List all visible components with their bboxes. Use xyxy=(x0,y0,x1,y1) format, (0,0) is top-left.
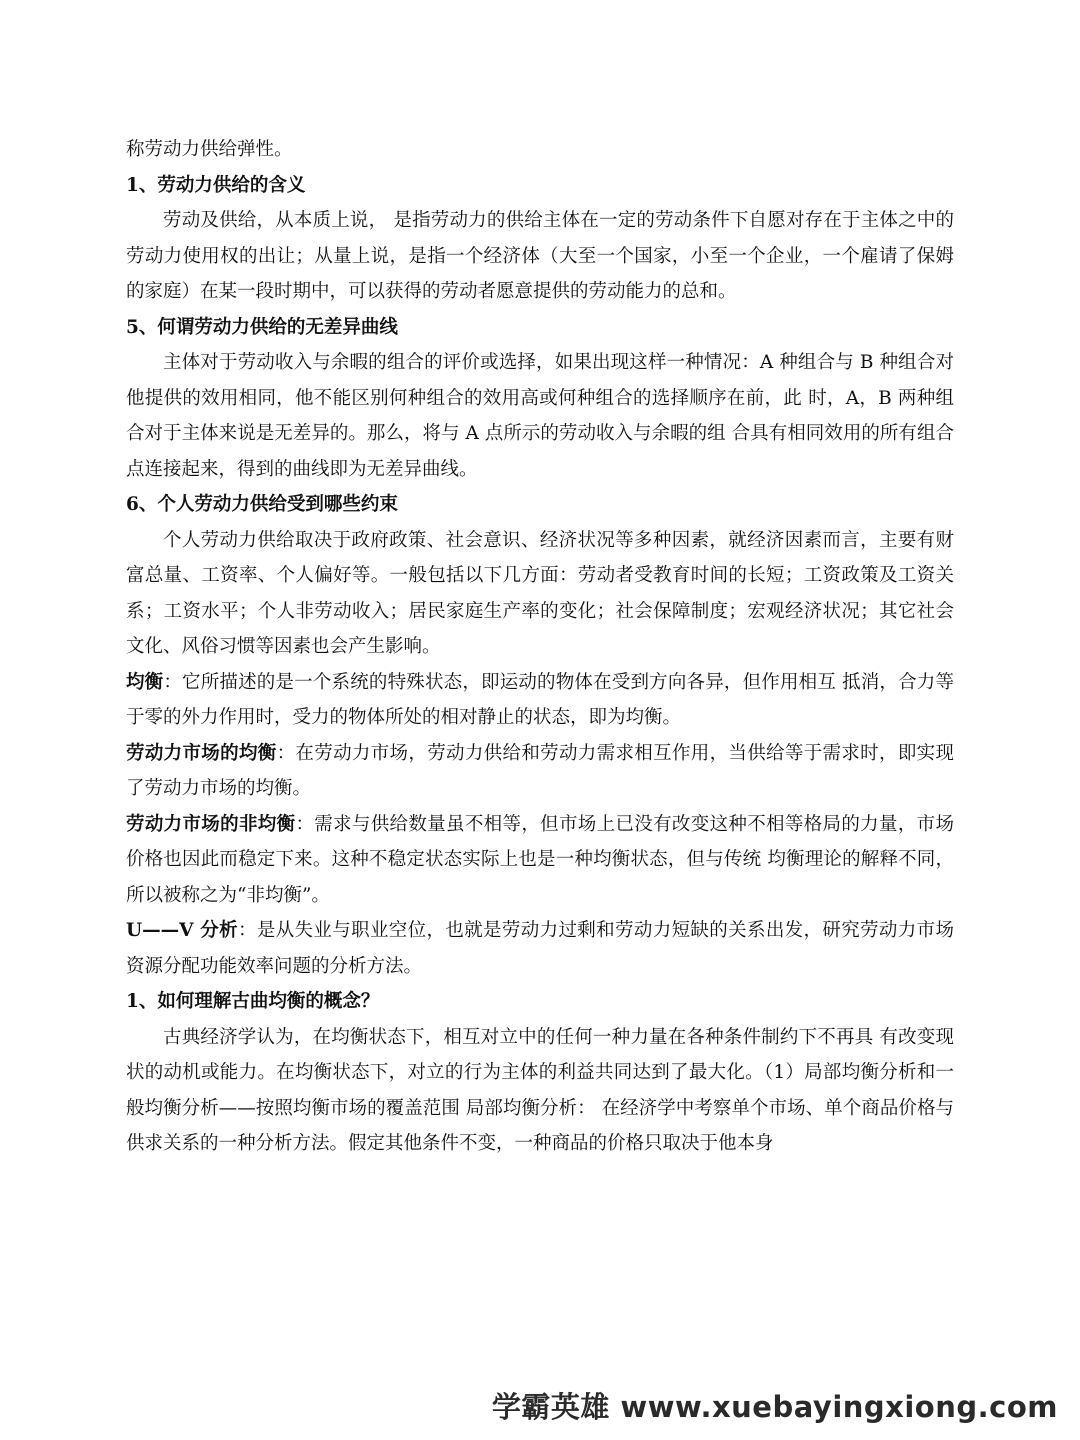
definition-text: ：在劳动力市场，劳动力供给和劳动力需求相互作用，当供给等于需求时，即实现了劳动力市场的均衡。 xyxy=(126,742,954,799)
paragraph-labor-supply-meaning: 劳动及供给，从本质上说， 是指劳动力的供给主体在一定的劳动条件下自愿对存在于主体之中的劳动力使用权的出让；从量上说，是指一个经济体（大至一个国家，小至一个企业，一个雇请了保姆的家庭）在某一段时期中，可以获得的劳动者愿意提供的劳动能力的总和。 xyxy=(126,210,954,302)
definition-text: ：需求与供给数量虽不相等，但市场上已没有改变这种不相等格局的力量，市场价格也因此而稳定下来。这种不稳定状态实际上也是一种均衡状态，但与传统 均衡理论的解释不同，所以被称之为“非均衡”。 xyxy=(126,813,954,906)
definition-term: 均衡 xyxy=(126,671,164,693)
definition-term: U——V 分析 xyxy=(126,920,238,941)
heading-supply-constraints: 6、个人劳动力供给受到哪些约束 xyxy=(126,494,398,515)
definition-text: ：是从失业与职业空位，也就是劳动力过剩和劳动力短缺的关系出发，研究劳动力市场资源分配功能效率问题的分析方法。 xyxy=(126,920,954,977)
definition-term: 劳动力市场的非均衡 xyxy=(126,813,296,835)
definition-term: 劳动力市场的均衡 xyxy=(126,742,277,764)
document-page xyxy=(126,132,954,1162)
paragraph-continuation: 称劳动力供给弹性。 xyxy=(126,139,293,160)
definition-equilibrium xyxy=(126,665,954,736)
definition-text: ：它所描述的是一个系统的特殊状态，即运动的物体在受到方向各异，但作用相互 抵消，合力等于零的外力作用时，受力的物体所处的相对静止的状态，即为均衡。 xyxy=(126,671,954,728)
heading-classical-equilibrium: 1、如何理解古曲均衡的概念？ xyxy=(126,991,380,1012)
paragraph-supply-constraints: 个人劳动力供给取决于政府政策、社会意识、经济状况等多种因素，就经济因素而言，主要有财富总量、工资率、个人偏好等。一般包括以下几方面：劳动者受教育时间的长短；工资政策及工资关系；工资水平；个人非劳动收入；居民家庭生产率的变化；社会保障制度；宏观经济状况；其它社会文化、风俗习惯等因素也会产生影响。 xyxy=(126,529,954,657)
paragraph-classical-equilibrium: 古典经济学认为，在均衡状态下，相互对立中的任何一种力量在各种条件制约下不再具 有改变现状的动机或能力。在均衡状态下，对立的行为主体的利益共同达到了最大化。（1）局部均衡分析和一般均衡分析——按照均衡市场的覆盖范围 局部均衡分析： 在经济学中考察单个市场、单个商品价格与供求关系的一种分析方法。假定其他条件不变，一种商品的价格只取决于他本身 xyxy=(126,1026,954,1154)
site-watermark: 学霸英雄 www.xuebayingxiong.com xyxy=(491,1390,1058,1424)
definition-market-equilibrium xyxy=(126,736,954,807)
definition-uv-analysis xyxy=(126,913,954,984)
heading-labor-supply-meaning: 1、劳动力供给的含义 xyxy=(126,174,306,196)
definition-market-disequilibrium xyxy=(126,807,954,914)
heading-indifference-curve: 5、何谓劳动力供给的无差异曲线 xyxy=(126,316,398,338)
paragraph-indifference-curve: 主体对于劳动收入与余暇的组合的评价或选择，如果出现这样一种情况：A 种组合与 B 种组合对他提供的效用相同，他不能区别何种组合的效用高或何种组合的选择顺序在前，此 时，A，B 两种组合对于主体来说是无差异的。那么，将与 A 点所示的劳动收入与余暇的组 合具有相同效用的所有组合点连接起来，得到的曲线即为无差异曲线。 xyxy=(126,352,954,480)
